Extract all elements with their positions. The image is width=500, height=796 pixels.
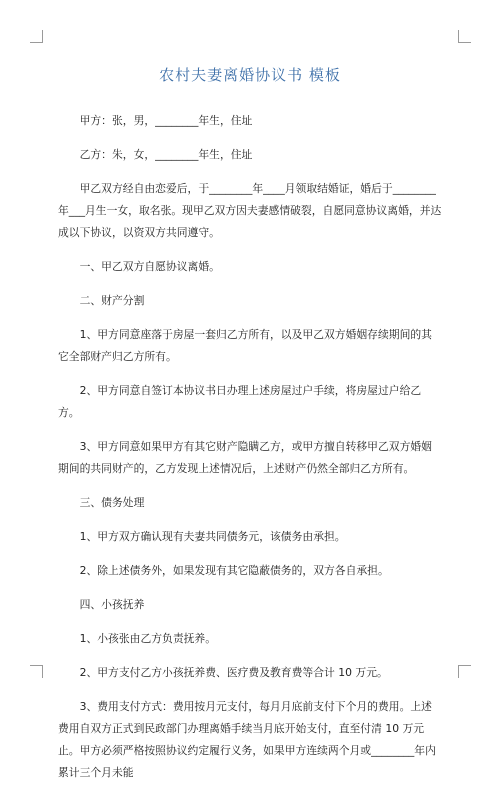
section-2-item-1: 1、甲方同意座落于房屋一套归乙方所有，以及甲乙双方婚姻存续期间的其它全部财产归乙方所有。: [58, 328, 432, 363]
section-4-item-3: 3、费用支付方式：费用按月元支付，每月月底前支付下个月的费用。上述费用自双方正式到民政部门办理离婚手续当月底开始支付，直至付清 10 万元止。甲方必须严格按照协议约定履行义务，如果甲方连续两个月或________年内累计三个月未能: [58, 700, 436, 779]
section-4-item-2: 2、甲方支付乙方小孩抚养费、医疗费及教育费等合计 10 万元。: [79, 666, 388, 679]
section-3-item-1: 1、甲方双方确认现有夫妻共同债务元，该债务由承担。: [79, 530, 346, 543]
section-4-item-1: 1、小孩张由乙方负责抚养。: [79, 632, 217, 645]
document-body: [58, 110, 442, 796]
section-2-item-2: 2、甲方同意自签订本协议书日办理上述房屋过户手续，将房屋过户给乙方。: [58, 384, 422, 419]
section-2-heading: 二、财产分割: [79, 294, 145, 307]
crop-mark-bottom-right: [458, 665, 471, 678]
section-2-item-3: 3、甲方同意如果甲方有其它财产隐瞒乙方，或甲方擅自转移甲乙双方婚姻期间的共同财产的，乙方发现上述情况后，上述财产仍然全部归乙方所有。: [58, 440, 432, 475]
party-b-line: 乙方：朱，女，________年生，住址: [79, 148, 253, 161]
preamble-paragraph: 甲乙双方经自由恋爱后，于________年____月领取结婚证，婚后于________年___月生一女，取名张。现甲乙双方因夫妻感情破裂，自愿同意协议离婚，并达成以下协议，以资双方共同遵守。: [58, 182, 442, 239]
document-title: 农村夫妻离婚协议书 模板: [159, 66, 341, 84]
crop-mark-top-right: [458, 30, 471, 43]
section-3-heading: 三、债务处理: [79, 496, 145, 509]
section-3-item-2: 2、除上述债务外，如果发现有其它隐蔽债务的，双方各自承担。: [79, 564, 389, 577]
crop-mark-bottom-left: [30, 665, 43, 678]
section-1-heading: 一、甲乙双方自愿协议离婚。: [79, 260, 220, 273]
party-a-line: 甲方：张，男，________年生，住址: [79, 114, 253, 127]
section-4-heading: 四、小孩抚养: [79, 598, 145, 611]
crop-mark-top-left: [30, 30, 43, 43]
